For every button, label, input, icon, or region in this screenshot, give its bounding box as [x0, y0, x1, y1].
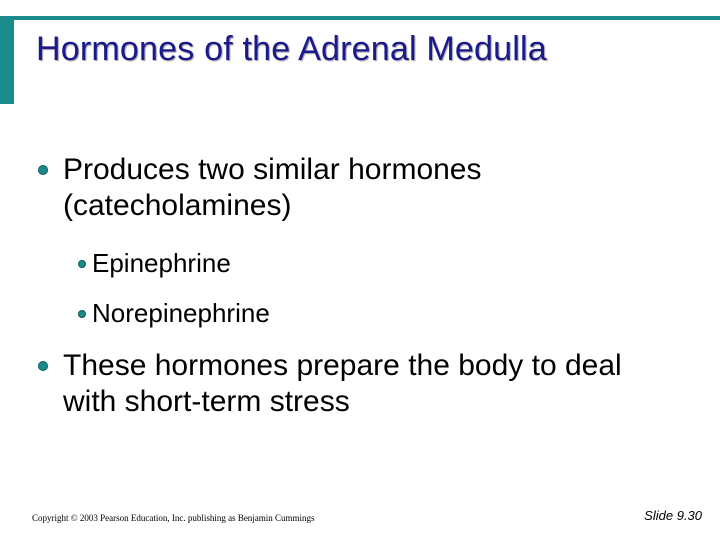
- accent-line: [14, 16, 720, 20]
- bullet-dot-icon: [78, 260, 86, 268]
- bullet-dot-icon: [78, 310, 86, 318]
- bullet-item: [38, 152, 663, 224]
- accent-bar: [0, 16, 14, 104]
- bullet-text: Produces two similar hormones (catecholamines): [63, 153, 482, 222]
- bullet-dot-icon: [38, 361, 48, 371]
- copyright-text: Copyright © 2003 Pearson Education, Inc. publishing as Benjamin Cummings: [32, 513, 315, 523]
- slide-title: Hormones of the Adrenal Medulla: [36, 30, 547, 68]
- sub-bullet-text: Epinephrine: [92, 248, 231, 278]
- sub-bullet-item: [78, 248, 231, 278]
- bullet-dot-icon: [38, 165, 48, 175]
- slide-number: Slide 9.30: [644, 508, 702, 523]
- sub-bullet-text: Norepinephrine: [92, 298, 270, 328]
- bullet-item: [38, 348, 663, 420]
- sub-bullet-item: [78, 298, 270, 328]
- bullet-text: These hormones prepare the body to deal with short-term stress: [63, 349, 622, 418]
